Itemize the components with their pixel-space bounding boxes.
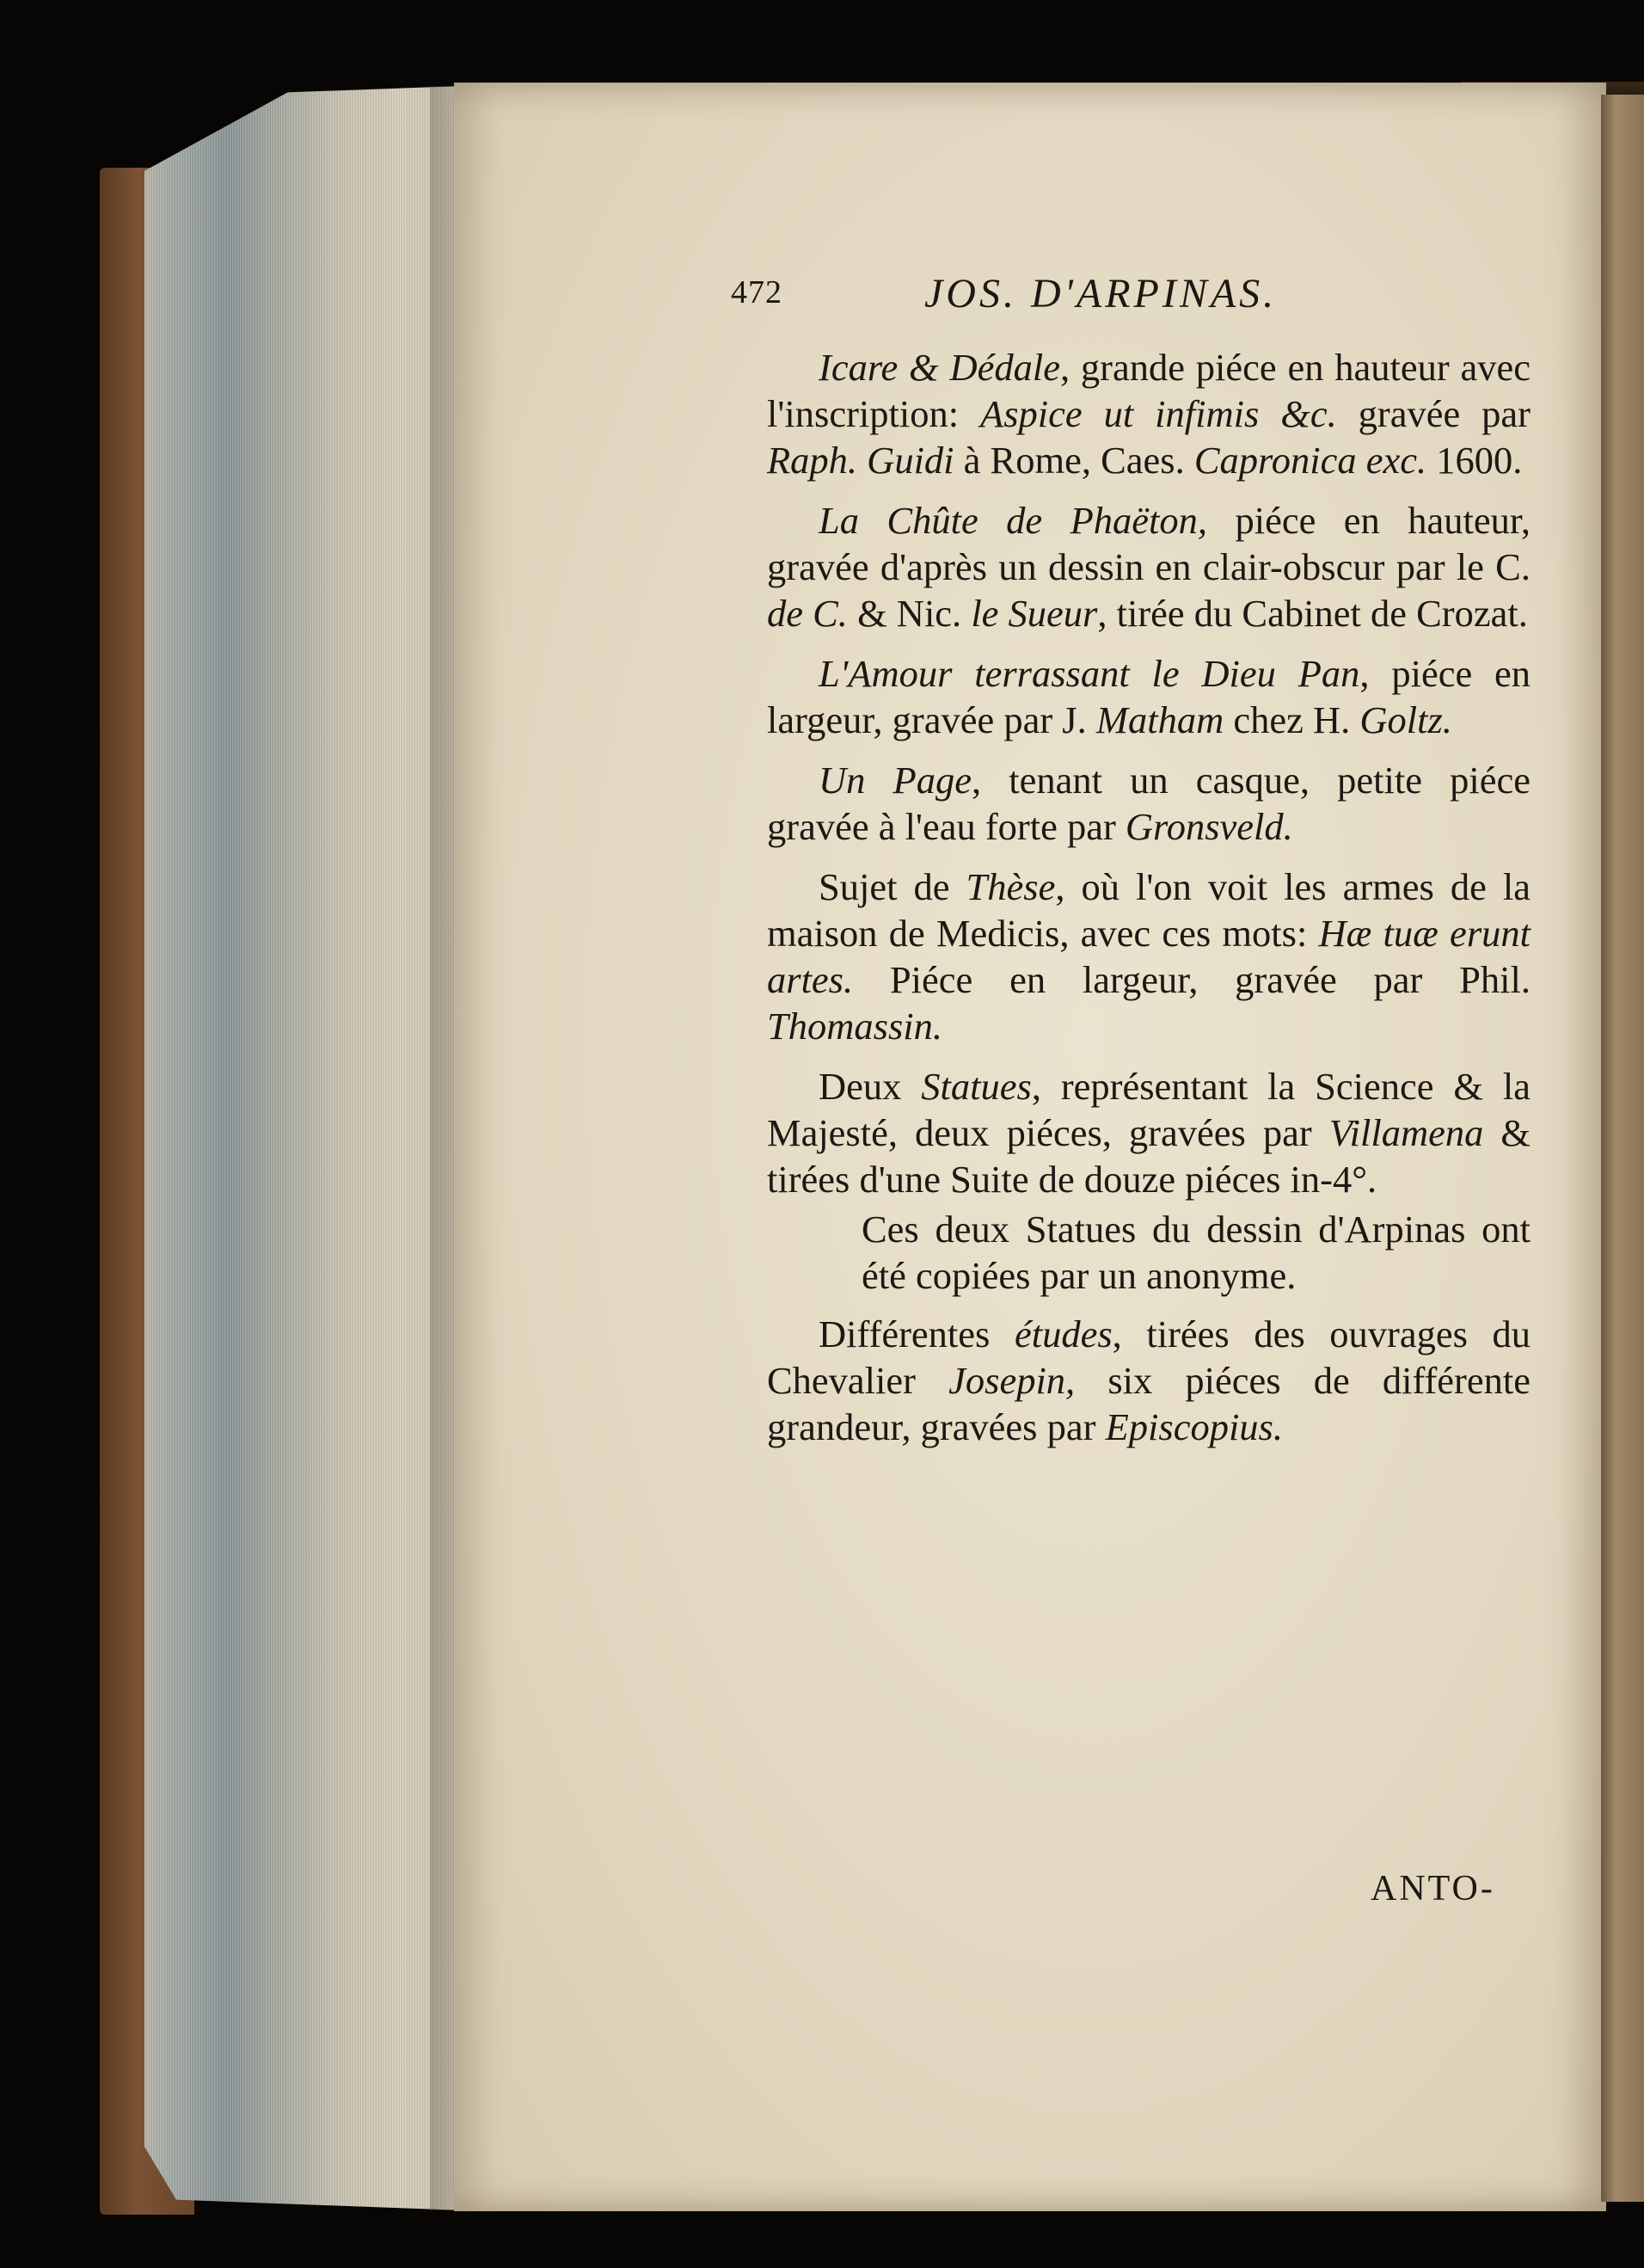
entry-italic: le Sueur: [971, 592, 1098, 635]
entry-text: à Rome, Caes.: [954, 439, 1194, 482]
entry-italic: Josepin,: [948, 1359, 1076, 1402]
page-body: [767, 344, 1531, 1464]
entry-text: piéce en hauteur, gravée d'après un dessin en clair-obscur par le C.: [767, 499, 1531, 588]
entry-italic: Gronsveld.: [1125, 805, 1293, 848]
entry-italic: Aspice ut infimis &c.: [980, 392, 1337, 435]
entry-text: & Nic.: [847, 592, 972, 635]
entry-text: six piéces de différente grandeur, gravées par: [767, 1359, 1531, 1448]
entry-lead: Sujet de: [819, 865, 966, 908]
entry-note: [862, 1206, 1531, 1299]
entry-text: , piéce en largeur, gravée par J.: [767, 652, 1531, 741]
entry-italic: Goltz.: [1359, 698, 1452, 741]
entry-title: Statues: [921, 1065, 1032, 1108]
entry-text: , où l'on voit les armes de la maison de Medicis, avec ces mots:: [767, 865, 1531, 955]
entry-text: , tirées des ouvrages du Chevalier: [767, 1312, 1531, 1402]
entry-italic: de C.: [767, 592, 848, 635]
entry-text: & tirées d'une Suite de douze piéces in-4°.: [767, 1111, 1531, 1201]
entry-text: chez H.: [1224, 698, 1360, 741]
entry-italic: Raph. Guidi: [767, 439, 954, 482]
entry-etudes: [767, 1311, 1531, 1450]
entry-title: La Chûte de Phaëton,: [819, 499, 1208, 542]
entry-italic: Episcopius.: [1105, 1405, 1283, 1448]
entry-italic: Thomassin.: [767, 1005, 943, 1048]
entry-text: 1600.: [1426, 439, 1523, 482]
entry-text: , grande piéce en hauteur avec l'inscription:: [767, 346, 1531, 435]
entry-title: L'Amour terrassant le Dieu Pan: [819, 652, 1360, 695]
note-text: ont été copiées par un anonyme.: [862, 1208, 1531, 1297]
entry-title: Thèse: [966, 865, 1056, 908]
entry-title: Un Page: [819, 759, 972, 802]
entry-title: Icare & Dédale: [819, 346, 1060, 389]
entry-lead: Deux: [819, 1065, 922, 1108]
note-italic: d'Arpinas: [1318, 1208, 1466, 1251]
entry-text: Piéce en largeur, gravée par Phil.: [853, 958, 1531, 1001]
entry-lead: Différentes: [819, 1312, 1015, 1355]
entry-icare: [767, 344, 1531, 483]
catchword: ANTO-: [1371, 1869, 1495, 1908]
facing-page-sliver: [1601, 95, 1644, 2202]
entry-amour: [767, 650, 1531, 743]
entry-italic: Capronica exc.: [1193, 439, 1427, 482]
entry-italic: Hæ tuæ erunt artes.: [767, 912, 1531, 1001]
entry-text: , représentant la Science & la Majesté, deux piéces, gravées par: [767, 1065, 1531, 1154]
running-title: JOS. D'ARPINAS.: [924, 271, 1278, 317]
entry-page: [767, 757, 1531, 850]
entry-title: études: [1014, 1312, 1113, 1355]
entry-text: gravée par: [1336, 392, 1531, 435]
note-text: Ces deux Statues du dessin: [862, 1208, 1319, 1251]
entry-italic: Villamena: [1328, 1111, 1484, 1154]
entry-text: , tirée du Cabinet de Crozat.: [1097, 592, 1528, 635]
entry-these: [767, 864, 1531, 1049]
page-block-edge: [144, 86, 463, 2210]
entry-phaeton: [767, 497, 1531, 636]
entry-italic: Matham: [1095, 698, 1224, 741]
page-number: 472: [731, 274, 782, 310]
entry-text: , tenant un casque, petite piéce gravée à l'eau forte par: [767, 759, 1531, 848]
entry-statues: [767, 1063, 1531, 1202]
